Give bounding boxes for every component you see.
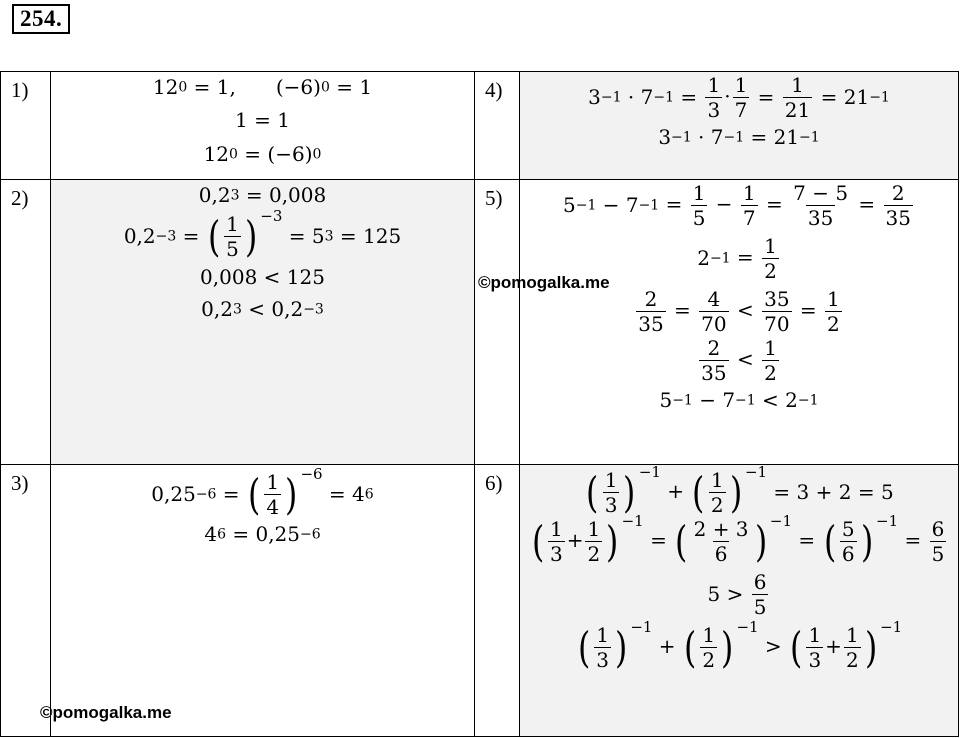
cell-1-math: 120 = 1, (−6)0 = 1 1 = 1 120 = (−6)0: [51, 72, 475, 180]
cell-1-label: 1): [1, 72, 51, 180]
cell-6-label: 6): [475, 465, 520, 737]
watermark-bottom: ©pomogalka.me: [40, 703, 172, 722]
cell-2-label: 2): [1, 180, 51, 465]
cell-4-label: 4): [475, 72, 520, 180]
cell-5-label: 5): [475, 180, 520, 465]
cell-3-label: 3): [1, 465, 51, 737]
watermark-top: ©pomogalka.me: [478, 273, 610, 292]
cell-2-math: 0,23 = 0,008 0,2−3 = ( $\frac{1}{5}$ ) $^{-3}$ = 53 = 125 0,008 < 125 0,23 < 0,2−3: [51, 180, 475, 465]
solution-table: [0, 71, 959, 737]
problem-number: 254.: [12, 4, 70, 34]
cell-4-math: 3−1 · 7−1 = $\frac{1}{3}$ · $\frac{1}{7}$ = $\frac{1}{21}$ = 21−1 3−1 · 7−1 = 21−1: [520, 72, 959, 180]
cell-6-math: ( $\frac{1}{3}$ ) $^{-1}$ + ( $\frac{1}{2}$ ) $^{-1}$ = 3 + 2 = 5 ( $\frac{1}{3}$ + $\frac{1}{2}$ ) $^{-1}$ = ( $\frac{2 + 3}{6}$ ) $^{-1}$ = ( $\frac{5}{6}$ ) $^{-1}$ = $\frac{6}{5}$ 5 > $\frac{6}{5}$ ( $\frac{1}{3}$ ) $^{-1}$ + ( $\frac{1}{2}$ ) $^{-1}$ > ( $\frac{1}{3}$ + $\frac{1}{2}$ ) $^{-1}$: [520, 465, 959, 737]
cell-3-math: 0,25−6 = ( $\frac{1}{4}$ ) $^{-6}$ = 46 46 = 0,25−6: [51, 465, 475, 737]
cell-5-math: 5−1 − 7−1 = $\frac{1}{5}$ − $\frac{1}{7}$ = $\frac{7 - 5}{35}$ = $\frac{2}{35}$ 2−1 = $\frac{1}{2}$ $\frac{2}{35}$ = $\frac{4}{70}$ < $\frac{35}{70}$ = $\frac{1}{2}$ $\frac{2}{35}$ < $\frac{1}{2}$ 5−1 − 7−1 < 2−1: [520, 180, 959, 465]
